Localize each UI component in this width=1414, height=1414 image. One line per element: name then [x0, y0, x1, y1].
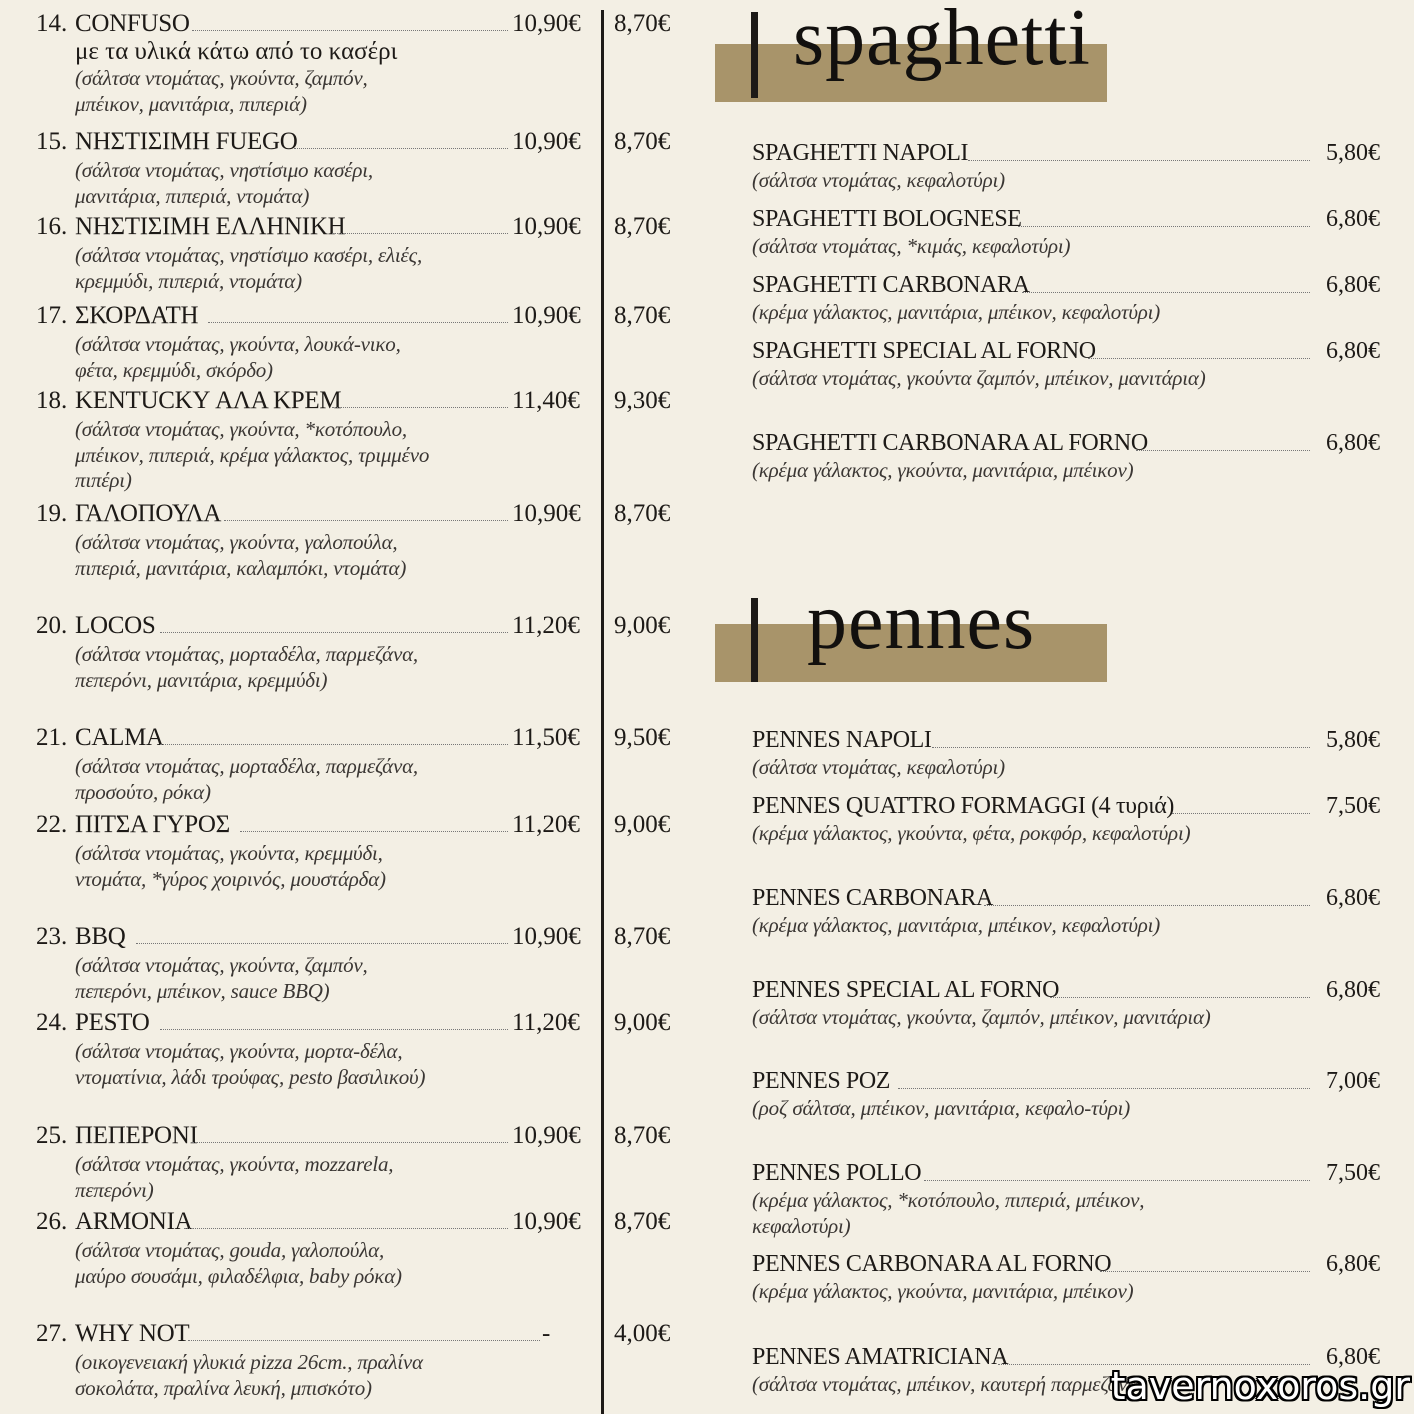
price-medium: 4,00€	[614, 1320, 671, 1347]
dish-description: (σάλτσα ντομάτας, κεφαλοτύρι)	[752, 755, 1005, 779]
pizza-name: CONFUSO	[75, 10, 190, 37]
price-medium: 9,00€	[614, 612, 671, 639]
pizza-name: PESTO	[75, 1009, 150, 1036]
pizza-name: ΣΚΟΡΔΑΤΗ	[75, 302, 199, 329]
pizza-description: (σάλτσα ντομάτας, γκούντα, mozzarela, πεπερόνι)	[75, 1152, 394, 1202]
dish-name: PENNES NAPOLI	[752, 727, 932, 753]
dish-price: 6,80€	[1326, 977, 1380, 1003]
header-bar	[751, 598, 758, 682]
price-medium: 8,70€	[614, 213, 671, 240]
dish-price: 7,00€	[1326, 1068, 1380, 1094]
pizza-description: (σάλτσα ντομάτας, μορταδέλα, παρμεζάνα, προσούτο, ρόκα)	[75, 754, 418, 804]
header-bar	[751, 12, 758, 98]
pizza-item	[36, 387, 680, 493]
price-large: -	[542, 1320, 551, 1347]
pizza-description: (σάλτσα ντομάτας, γκούντα, μορτα-δέλα, ντοματίνια, λάδι τρούφας, pesto βασιλικού)	[75, 1039, 426, 1089]
pizza-number: 27.	[36, 1320, 68, 1347]
dish-price: 7,50€	[1326, 793, 1380, 819]
dish-description: (κρέμα γάλακτος, γκούντα, μανιτάρια, μπέικον)	[752, 458, 1134, 482]
dish-price: 6,80€	[1326, 206, 1380, 232]
dish-price: 5,80€	[1326, 727, 1380, 753]
dot-leader	[160, 1029, 508, 1030]
price-medium: 9,00€	[614, 811, 671, 838]
price-large: 10,90€	[512, 10, 581, 37]
price-large: 10,90€	[512, 1208, 581, 1235]
pizza-name: ΓΑΛΟΠΟΥΛΑ	[75, 500, 222, 527]
pizza-item	[36, 923, 680, 1003]
dot-leader	[192, 30, 508, 31]
pizza-item	[36, 128, 680, 208]
pizza-number: 14.	[36, 10, 68, 37]
dish-description: (σάλτσα ντομάτας, κεφαλοτύρι)	[752, 168, 1005, 192]
pizza-item	[36, 1208, 680, 1288]
price-large: 10,90€	[512, 500, 581, 527]
dot-leader	[184, 1228, 508, 1229]
pizza-number: 22.	[36, 811, 68, 838]
dish-name: PENNES CARBONARA	[752, 885, 993, 911]
dish-name: SPAGHETTI BOLOGNESE	[752, 206, 1022, 232]
pizza-item	[36, 612, 680, 692]
dish-description: (σάλτσα ντομάτας, μπέικον, καυτερή παρμεζάνα)	[752, 1372, 1146, 1396]
pizza-number: 25.	[36, 1122, 68, 1149]
pizza-name: CALMA	[75, 724, 164, 751]
dot-leader	[1100, 1271, 1310, 1272]
pizza-name: ΠΕΠΕΡΟΝΙ	[75, 1122, 198, 1149]
dish-item	[752, 338, 1380, 390]
pizza-name: ΝΗΣΤΙΣΙΜΗ FUEGO	[75, 128, 298, 155]
price-large: 10,90€	[512, 1122, 581, 1149]
pizza-number: 15.	[36, 128, 68, 155]
price-medium: 9,00€	[614, 1009, 671, 1036]
pizza-item	[36, 302, 680, 382]
dish-price: 6,80€	[1326, 338, 1380, 364]
dot-leader	[1136, 450, 1310, 451]
dot-leader	[294, 148, 508, 149]
dot-leader	[984, 905, 1310, 906]
dish-description: (σάλτσα ντομάτας, *κιμάς, κεφαλοτύρι)	[752, 234, 1071, 258]
dish-name: PENNES POLLO	[752, 1160, 922, 1186]
pizza-item	[36, 10, 680, 116]
dish-name: PENNES QUATTRO FORMAGGI (4 τυριά)	[752, 793, 1175, 819]
price-large: 11,20€	[512, 811, 580, 838]
dish-description: (σάλτσα ντομάτας, γκούντα ζαμπόν, μπέικον, μανιτάρια)	[752, 366, 1206, 390]
pizza-item	[36, 724, 680, 804]
dish-description: (κρέμα γάλακτος, *κοτόπουλο, πιπεριά, μπέικον, κεφαλοτύρι)	[752, 1188, 1145, 1238]
dot-leader	[924, 1180, 1310, 1181]
pizza-description: (σάλτσα ντομάτας, νηστίσιμο κασέρι, μανιτάρια, πιπεριά, ντομάτα)	[75, 158, 373, 208]
dish-price: 7,50€	[1326, 1160, 1380, 1186]
dot-leader	[332, 233, 508, 234]
pizza-item	[36, 500, 680, 580]
dot-leader	[968, 160, 1310, 161]
dish-description: (κρέμα γάλακτος, μανιτάρια, μπέικον, κεφαλοτύρι)	[752, 913, 1161, 937]
price-large: 11,20€	[512, 612, 580, 639]
pizza-name: KENTUCKY ΑΛΑ ΚΡΕΜ	[75, 387, 342, 414]
dish-price: 6,80€	[1326, 1251, 1380, 1277]
pizza-number: 20.	[36, 612, 68, 639]
dish-name: PENNES SPECIAL AL FORNO	[752, 977, 1060, 1003]
dot-leader	[898, 1088, 1310, 1089]
pizza-item	[36, 213, 680, 293]
pizza-item	[36, 1320, 680, 1400]
dish-price: 6,80€	[1326, 430, 1380, 456]
dish-name: PENNES AMATRICIANA	[752, 1344, 1009, 1370]
dish-name: PENNES CARBONARA AL FORNO	[752, 1251, 1112, 1277]
dish-description: (κρέμα γάλακτος, μανιτάρια, μπέικον, κεφαλοτύρι)	[752, 300, 1161, 324]
pizza-item	[36, 1009, 680, 1089]
price-medium: 8,70€	[614, 302, 671, 329]
pizza-description: (σάλτσα ντομάτας, μορταδέλα, παρμεζάνα, πεπερόνι, μανιτάρια, κρεμμύδι)	[75, 642, 418, 692]
section-title: spaghetti	[793, 0, 1091, 82]
pizza-number: 18.	[36, 387, 68, 414]
dish-price: 6,80€	[1326, 272, 1380, 298]
price-medium: 8,70€	[614, 128, 671, 155]
dish-description: (σάλτσα ντομάτας, γκούντα, ζαμπόν, μπέικον, μανιτάρια)	[752, 1005, 1211, 1029]
dish-description: (ροζ σάλτσα, μπέικον, μανιτάρια, κεφαλο-τύρι)	[752, 1096, 1131, 1120]
price-large: 10,90€	[512, 128, 581, 155]
dish-price: 6,80€	[1326, 1344, 1380, 1370]
dish-name: PENNES POZ	[752, 1068, 891, 1094]
dish-item	[752, 430, 1380, 482]
dot-leader	[224, 520, 508, 521]
dish-description: (κρέμα γάλακτος, γκούντα, μανιτάρια, μπέικον)	[752, 1279, 1134, 1303]
dish-name: SPAGHETTI CARBONARA AL FORNO	[752, 430, 1148, 456]
pizza-number: 21.	[36, 724, 68, 751]
dish-item	[752, 1068, 1380, 1120]
dish-item	[752, 727, 1380, 779]
price-large: 11,50€	[512, 724, 580, 751]
price-medium: 8,70€	[614, 923, 671, 950]
dot-leader	[332, 407, 508, 408]
dish-item	[752, 793, 1380, 845]
dot-leader	[1022, 292, 1310, 293]
price-large: 10,90€	[512, 923, 581, 950]
pizza-name: ΝΗΣΤΙΣΙΜΗ ΕΛΛΗΝΙΚΗ	[75, 213, 346, 240]
dish-name: SPAGHETTI SPECIAL AL FORNO	[752, 338, 1096, 364]
dish-item	[752, 1160, 1380, 1238]
price-medium: 9,30€	[614, 387, 671, 414]
pizza-number: 17.	[36, 302, 68, 329]
pizza-description: (σάλτσα ντομάτας, γκούντα, ζαμπόν, μπέικον, μανιτάρια, πιπεριά)	[75, 66, 368, 116]
dot-leader	[188, 1340, 540, 1341]
pizza-name: LOCOS	[75, 612, 156, 639]
dot-leader	[160, 632, 508, 633]
pizza-description: (σάλτσα ντομάτας, γκούντα, κρεμμύδι, ντομάτα, *γύρος χοιρινός, μουστάρδα)	[75, 841, 386, 891]
pizza-number: 26.	[36, 1208, 68, 1235]
pizza-number: 16.	[36, 213, 68, 240]
price-medium: 8,70€	[614, 1122, 671, 1149]
price-medium: 8,70€	[614, 1208, 671, 1235]
pizza-item	[36, 811, 680, 891]
dot-leader	[1172, 813, 1310, 814]
site-watermark: tavernoxoros.gr	[1110, 1364, 1410, 1408]
dish-item	[752, 140, 1380, 192]
pizza-item	[36, 1122, 680, 1202]
pizza-name: WHY NOT	[75, 1320, 190, 1347]
pizza-description: (οικογενειακή γλυκιά pizza 26cm., πραλίνα σοκολάτα, πραλίνα λευκή, μπισκότο)	[75, 1350, 423, 1400]
price-large: 10,90€	[512, 213, 581, 240]
pizza-note: με τα υλικά κάτω από το κασέρι	[75, 38, 398, 65]
dish-description: (κρέμα γάλακτος, γκούντα, φέτα, ροκφόρ, κεφαλοτύρι)	[752, 821, 1191, 845]
dot-leader	[192, 1142, 508, 1143]
dot-leader	[208, 322, 508, 323]
dish-item	[752, 272, 1380, 324]
dish-item	[752, 206, 1380, 258]
pizza-description: (σάλτσα ντομάτας, γκούντα, λουκά-νικο, φέτα, κρεμμύδι, σκόρδο)	[75, 332, 401, 382]
dish-item	[752, 885, 1380, 937]
pizza-name: BBQ	[75, 923, 126, 950]
pizza-description: (σάλτσα ντομάτας, νηστίσιμο κασέρι, ελιές, κρεμμύδι, πιπεριά, ντομάτα)	[75, 243, 423, 293]
dish-price: 5,80€	[1326, 140, 1380, 166]
price-large: 10,90€	[512, 302, 581, 329]
price-medium: 9,50€	[614, 724, 671, 751]
price-medium: 8,70€	[614, 500, 671, 527]
pizza-description: (σάλτσα ντομάτας, γκούντα, ζαμπόν, πεπερόνι, μπέικον, sauce BBQ)	[75, 953, 368, 1003]
section-title: pennes	[807, 578, 1036, 666]
price-large: 11,40€	[512, 387, 580, 414]
dot-leader	[1088, 358, 1310, 359]
price-medium: 8,70€	[614, 10, 671, 37]
pizza-description: (σάλτσα ντομάτας, gouda, γαλοπούλα, μαύρο σουσάμι, φιλαδέλφια, baby ρόκα)	[75, 1238, 402, 1288]
dish-name: SPAGHETTI CARBONARA	[752, 272, 1030, 298]
pizza-number: 23.	[36, 923, 68, 950]
dot-leader	[240, 831, 508, 832]
dot-leader	[1018, 226, 1310, 227]
dot-leader	[932, 747, 1310, 748]
pizza-description: (σάλτσα ντομάτας, γκούντα, γαλοπούλα, πιπεριά, μανιτάρια, καλαμπόκι, ντομάτα)	[75, 530, 407, 580]
dot-leader	[136, 943, 508, 944]
pizza-name: ARMONIA	[75, 1208, 193, 1235]
dish-name: SPAGHETTI NAPOLI	[752, 140, 969, 166]
pizza-number: 24.	[36, 1009, 68, 1036]
pizza-description: (σάλτσα ντομάτας, γκούντα, *κοτόπουλο, μπέικον, πιπεριά, κρέμα γάλακτος, τριμμένο πιπέρι)	[75, 417, 430, 493]
price-large: 11,20€	[512, 1009, 580, 1036]
dot-leader	[1050, 997, 1310, 998]
dish-item	[752, 977, 1380, 1029]
pizza-name: ΠΙΤΣΑ ΓΥΡΟΣ	[75, 811, 230, 838]
dot-leader	[160, 744, 508, 745]
dish-price: 6,80€	[1326, 885, 1380, 911]
dish-item	[752, 1251, 1380, 1303]
pizza-number: 19.	[36, 500, 68, 527]
